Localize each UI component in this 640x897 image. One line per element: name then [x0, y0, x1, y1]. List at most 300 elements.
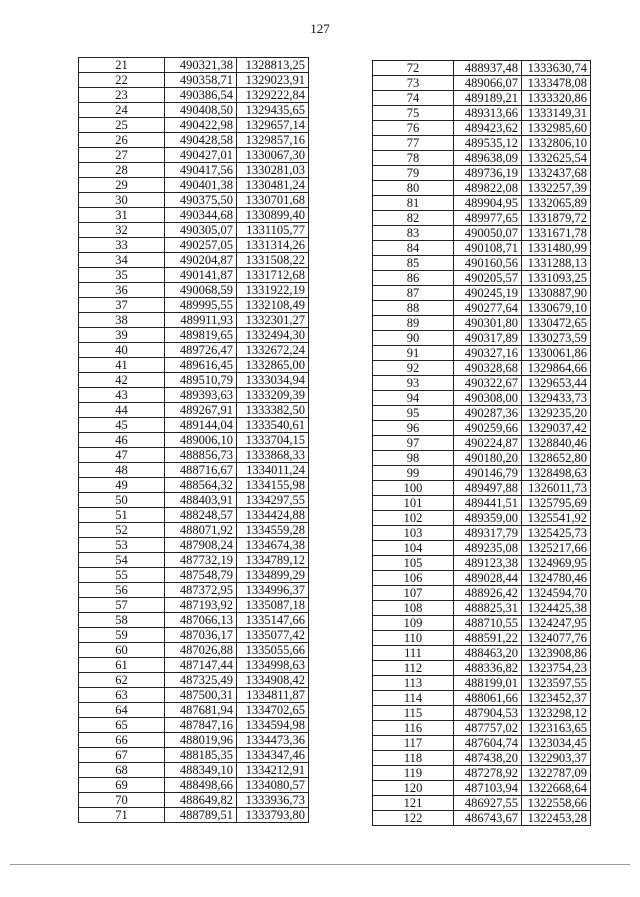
x-coordinate-cell: 487103,94	[454, 781, 522, 796]
point-number-cell: 50	[79, 493, 165, 508]
table-row	[373, 796, 591, 811]
y-coordinate-cell: 1334998,63	[237, 658, 309, 673]
table-row	[79, 313, 309, 328]
point-number-cell: 62	[79, 673, 165, 688]
table-row	[373, 331, 591, 346]
y-coordinate-cell: 1333034,94	[237, 373, 309, 388]
y-coordinate-cell: 1331508,22	[237, 253, 309, 268]
table-row	[373, 361, 591, 376]
table-row	[373, 526, 591, 541]
x-coordinate-cell: 487278,92	[454, 766, 522, 781]
x-coordinate-cell: 488199,01	[454, 676, 522, 691]
x-coordinate-cell: 488248,57	[165, 508, 237, 523]
y-coordinate-cell: 1333630,74	[522, 61, 591, 76]
point-number-cell: 21	[79, 58, 165, 73]
x-coordinate-cell: 488061,66	[454, 691, 522, 706]
point-number-cell: 42	[79, 373, 165, 388]
table-row	[79, 688, 309, 703]
point-number-cell: 43	[79, 388, 165, 403]
point-number-cell: 72	[373, 61, 454, 76]
point-number-cell: 91	[373, 346, 454, 361]
point-number-cell: 63	[79, 688, 165, 703]
point-number-cell: 111	[373, 646, 454, 661]
y-coordinate-cell: 1325217,66	[522, 541, 591, 556]
table-row	[79, 703, 309, 718]
y-coordinate-cell: 1333793,80	[237, 808, 309, 823]
x-coordinate-cell: 490305,07	[165, 223, 237, 238]
y-coordinate-cell: 1335077,42	[237, 628, 309, 643]
y-coordinate-cell: 1323034,45	[522, 736, 591, 751]
table-row	[79, 208, 309, 223]
point-number-cell: 99	[373, 466, 454, 481]
table-row	[79, 568, 309, 583]
y-coordinate-cell: 1330067,30	[237, 148, 309, 163]
table-row	[79, 643, 309, 658]
point-number-cell: 59	[79, 628, 165, 643]
table-row	[79, 328, 309, 343]
point-number-cell: 94	[373, 391, 454, 406]
x-coordinate-cell: 488716,67	[165, 463, 237, 478]
y-coordinate-cell: 1331314,26	[237, 238, 309, 253]
y-coordinate-cell: 1333868,33	[237, 448, 309, 463]
y-coordinate-cell: 1330281,03	[237, 163, 309, 178]
point-number-cell: 41	[79, 358, 165, 373]
point-number-cell: 89	[373, 316, 454, 331]
y-coordinate-cell: 1332865,00	[237, 358, 309, 373]
x-coordinate-cell: 490205,57	[454, 271, 522, 286]
x-coordinate-cell: 490321,38	[165, 58, 237, 73]
y-coordinate-cell: 1329433,73	[522, 391, 591, 406]
y-coordinate-cell: 1335147,66	[237, 613, 309, 628]
x-coordinate-cell: 488564,32	[165, 478, 237, 493]
table-row	[373, 466, 591, 481]
y-coordinate-cell: 1335087,18	[237, 598, 309, 613]
point-number-cell: 109	[373, 616, 454, 631]
point-number-cell: 36	[79, 283, 165, 298]
point-number-cell: 37	[79, 298, 165, 313]
y-coordinate-cell: 1324969,95	[522, 556, 591, 571]
table-row	[79, 403, 309, 418]
table-row	[79, 358, 309, 373]
y-coordinate-cell: 1334080,57	[237, 778, 309, 793]
point-number-cell: 79	[373, 166, 454, 181]
y-coordinate-cell: 1329023,91	[237, 73, 309, 88]
x-coordinate-cell: 487908,24	[165, 538, 237, 553]
table-row	[79, 508, 309, 523]
table-row	[79, 133, 309, 148]
table-row	[79, 283, 309, 298]
point-number-cell: 44	[79, 403, 165, 418]
table-row	[373, 106, 591, 121]
y-coordinate-cell: 1332625,54	[522, 151, 591, 166]
y-coordinate-cell: 1332065,89	[522, 196, 591, 211]
table-row	[373, 616, 591, 631]
x-coordinate-cell: 489904,95	[454, 196, 522, 211]
table-row	[373, 241, 591, 256]
table-row	[373, 481, 591, 496]
point-number-cell: 96	[373, 421, 454, 436]
point-number-cell: 100	[373, 481, 454, 496]
point-number-cell: 32	[79, 223, 165, 238]
x-coordinate-cell: 490327,16	[454, 346, 522, 361]
point-number-cell: 45	[79, 418, 165, 433]
y-coordinate-cell: 1331879,72	[522, 211, 591, 226]
y-coordinate-cell: 1329235,20	[522, 406, 591, 421]
y-coordinate-cell: 1324425,38	[522, 601, 591, 616]
point-number-cell: 84	[373, 241, 454, 256]
point-number-cell: 34	[79, 253, 165, 268]
table-row	[373, 811, 591, 826]
point-number-cell: 86	[373, 271, 454, 286]
x-coordinate-cell: 490204,87	[165, 253, 237, 268]
x-coordinate-cell: 489911,93	[165, 313, 237, 328]
table-row	[373, 556, 591, 571]
x-coordinate-cell: 489123,38	[454, 556, 522, 571]
y-coordinate-cell: 1334702,65	[237, 703, 309, 718]
y-coordinate-cell: 1330701,68	[237, 193, 309, 208]
table-row	[373, 496, 591, 511]
table-row	[373, 91, 591, 106]
table-row	[373, 676, 591, 691]
table-row	[373, 721, 591, 736]
table-row	[79, 103, 309, 118]
table-row	[373, 271, 591, 286]
table-row	[79, 523, 309, 538]
table-row	[79, 613, 309, 628]
table-row	[79, 538, 309, 553]
point-number-cell: 120	[373, 781, 454, 796]
y-coordinate-cell: 1323298,12	[522, 706, 591, 721]
point-number-cell: 117	[373, 736, 454, 751]
x-coordinate-cell: 487066,13	[165, 613, 237, 628]
y-coordinate-cell: 1333478,08	[522, 76, 591, 91]
y-coordinate-cell: 1329857,16	[237, 133, 309, 148]
x-coordinate-cell: 487681,94	[165, 703, 237, 718]
y-coordinate-cell: 1329864,66	[522, 361, 591, 376]
y-coordinate-cell: 1325541,92	[522, 511, 591, 526]
x-coordinate-cell: 489616,45	[165, 358, 237, 373]
x-coordinate-cell: 490328,68	[454, 361, 522, 376]
point-number-cell: 98	[373, 451, 454, 466]
x-coordinate-cell: 488926,42	[454, 586, 522, 601]
y-coordinate-cell: 1332672,24	[237, 343, 309, 358]
point-number-cell: 27	[79, 148, 165, 163]
x-coordinate-cell: 489510,79	[165, 373, 237, 388]
x-coordinate-cell: 487372,95	[165, 583, 237, 598]
y-coordinate-cell: 1335055,66	[237, 643, 309, 658]
table-row	[373, 346, 591, 361]
x-coordinate-cell: 487604,74	[454, 736, 522, 751]
x-coordinate-cell: 489819,65	[165, 328, 237, 343]
table-row	[373, 121, 591, 136]
table-row	[373, 256, 591, 271]
point-number-cell: 30	[79, 193, 165, 208]
x-coordinate-cell: 490245,19	[454, 286, 522, 301]
x-coordinate-cell: 490322,67	[454, 376, 522, 391]
point-number-cell: 39	[79, 328, 165, 343]
table-row	[79, 223, 309, 238]
table-row	[373, 751, 591, 766]
table-row	[79, 628, 309, 643]
y-coordinate-cell: 1332301,27	[237, 313, 309, 328]
y-coordinate-cell: 1328813,25	[237, 58, 309, 73]
table-row	[79, 388, 309, 403]
x-coordinate-cell: 487757,02	[454, 721, 522, 736]
y-coordinate-cell: 1334155,98	[237, 478, 309, 493]
x-coordinate-cell: 486743,67	[454, 811, 522, 826]
y-coordinate-cell: 1331712,68	[237, 268, 309, 283]
point-number-cell: 85	[373, 256, 454, 271]
x-coordinate-cell: 487193,92	[165, 598, 237, 613]
x-coordinate-cell: 490317,89	[454, 331, 522, 346]
x-coordinate-cell: 489313,66	[454, 106, 522, 121]
y-coordinate-cell: 1334908,42	[237, 673, 309, 688]
y-coordinate-cell: 1334996,37	[237, 583, 309, 598]
table-row	[79, 433, 309, 448]
table-row	[79, 298, 309, 313]
point-number-cell: 60	[79, 643, 165, 658]
table-row	[373, 586, 591, 601]
point-number-cell: 71	[79, 808, 165, 823]
point-number-cell: 110	[373, 631, 454, 646]
table-row	[79, 673, 309, 688]
y-coordinate-cell: 1329222,84	[237, 88, 309, 103]
y-coordinate-cell: 1329653,44	[522, 376, 591, 391]
point-number-cell: 105	[373, 556, 454, 571]
y-coordinate-cell: 1334297,55	[237, 493, 309, 508]
y-coordinate-cell: 1322668,64	[522, 781, 591, 796]
y-coordinate-cell: 1331288,13	[522, 256, 591, 271]
table-row	[79, 268, 309, 283]
y-coordinate-cell: 1332437,68	[522, 166, 591, 181]
x-coordinate-cell: 488071,92	[165, 523, 237, 538]
point-number-cell: 108	[373, 601, 454, 616]
coordinates-table-right	[372, 60, 591, 826]
x-coordinate-cell: 487732,19	[165, 553, 237, 568]
point-number-cell: 57	[79, 598, 165, 613]
x-coordinate-cell: 487500,31	[165, 688, 237, 703]
point-number-cell: 102	[373, 511, 454, 526]
y-coordinate-cell: 1330273,59	[522, 331, 591, 346]
table-row	[373, 406, 591, 421]
point-number-cell: 121	[373, 796, 454, 811]
point-number-cell: 22	[79, 73, 165, 88]
point-number-cell: 65	[79, 718, 165, 733]
x-coordinate-cell: 490160,56	[454, 256, 522, 271]
point-number-cell: 26	[79, 133, 165, 148]
y-coordinate-cell: 1331093,25	[522, 271, 591, 286]
point-number-cell: 31	[79, 208, 165, 223]
y-coordinate-cell: 1322558,66	[522, 796, 591, 811]
x-coordinate-cell: 489736,19	[454, 166, 522, 181]
x-coordinate-cell: 488403,91	[165, 493, 237, 508]
table-row	[79, 343, 309, 358]
y-coordinate-cell: 1332257,39	[522, 181, 591, 196]
table-row	[373, 196, 591, 211]
point-number-cell: 93	[373, 376, 454, 391]
table-row	[373, 76, 591, 91]
page-number: 127	[310, 21, 330, 36]
y-coordinate-cell: 1324247,95	[522, 616, 591, 631]
point-number-cell: 55	[79, 568, 165, 583]
y-coordinate-cell: 1330899,40	[237, 208, 309, 223]
table-row	[79, 193, 309, 208]
table-row	[79, 58, 309, 73]
table-row	[79, 88, 309, 103]
y-coordinate-cell: 1322453,28	[522, 811, 591, 826]
x-coordinate-cell: 489535,12	[454, 136, 522, 151]
point-number-cell: 25	[79, 118, 165, 133]
point-number-cell: 29	[79, 178, 165, 193]
table-row	[373, 706, 591, 721]
table-row	[373, 316, 591, 331]
x-coordinate-cell: 489423,62	[454, 121, 522, 136]
x-coordinate-cell: 490108,71	[454, 241, 522, 256]
point-number-cell: 58	[79, 613, 165, 628]
x-coordinate-cell: 490417,56	[165, 163, 237, 178]
x-coordinate-cell: 490259,66	[454, 421, 522, 436]
point-number-cell: 28	[79, 163, 165, 178]
table-row	[79, 448, 309, 463]
x-coordinate-cell: 488856,73	[165, 448, 237, 463]
x-coordinate-cell: 489189,21	[454, 91, 522, 106]
table-row	[79, 583, 309, 598]
x-coordinate-cell: 487026,88	[165, 643, 237, 658]
x-coordinate-cell: 490386,54	[165, 88, 237, 103]
y-coordinate-cell: 1334011,24	[237, 463, 309, 478]
table-row	[373, 181, 591, 196]
x-coordinate-cell: 487548,79	[165, 568, 237, 583]
x-coordinate-cell: 487036,17	[165, 628, 237, 643]
point-number-cell: 81	[373, 196, 454, 211]
point-number-cell: 116	[373, 721, 454, 736]
table-row	[79, 778, 309, 793]
x-coordinate-cell: 489144,04	[165, 418, 237, 433]
x-coordinate-cell: 489497,88	[454, 481, 522, 496]
y-coordinate-cell: 1331480,99	[522, 241, 591, 256]
table-row	[79, 718, 309, 733]
x-coordinate-cell: 490287,36	[454, 406, 522, 421]
y-coordinate-cell: 1329037,42	[522, 421, 591, 436]
point-number-cell: 118	[373, 751, 454, 766]
table-row	[373, 61, 591, 76]
x-coordinate-cell: 489995,55	[165, 298, 237, 313]
table-row	[373, 421, 591, 436]
point-number-cell: 67	[79, 748, 165, 763]
point-number-cell: 83	[373, 226, 454, 241]
x-coordinate-cell: 490375,50	[165, 193, 237, 208]
table-row	[79, 553, 309, 568]
x-coordinate-cell: 490344,68	[165, 208, 237, 223]
x-coordinate-cell: 489359,00	[454, 511, 522, 526]
table-row	[373, 691, 591, 706]
x-coordinate-cell: 489726,47	[165, 343, 237, 358]
table-row	[373, 541, 591, 556]
y-coordinate-cell: 1325795,69	[522, 496, 591, 511]
point-number-cell: 61	[79, 658, 165, 673]
y-coordinate-cell: 1333320,86	[522, 91, 591, 106]
x-coordinate-cell: 489235,08	[454, 541, 522, 556]
table-row	[373, 511, 591, 526]
table-row	[373, 661, 591, 676]
table-row	[373, 766, 591, 781]
table-row	[79, 253, 309, 268]
x-coordinate-cell: 487904,53	[454, 706, 522, 721]
y-coordinate-cell: 1325425,73	[522, 526, 591, 541]
y-coordinate-cell: 1334212,91	[237, 763, 309, 778]
x-coordinate-cell: 489028,44	[454, 571, 522, 586]
table-row	[79, 808, 309, 823]
x-coordinate-cell: 490257,05	[165, 238, 237, 253]
table-row	[79, 478, 309, 493]
x-coordinate-cell: 488349,10	[165, 763, 237, 778]
point-number-cell: 54	[79, 553, 165, 568]
point-number-cell: 88	[373, 301, 454, 316]
x-coordinate-cell: 490401,38	[165, 178, 237, 193]
x-coordinate-cell: 488498,66	[165, 778, 237, 793]
y-coordinate-cell: 1334559,28	[237, 523, 309, 538]
table-row	[373, 151, 591, 166]
point-number-cell: 47	[79, 448, 165, 463]
y-coordinate-cell: 1330887,90	[522, 286, 591, 301]
y-coordinate-cell: 1334424,88	[237, 508, 309, 523]
table-row	[79, 598, 309, 613]
point-number-cell: 74	[373, 91, 454, 106]
x-coordinate-cell: 488591,22	[454, 631, 522, 646]
y-coordinate-cell: 1322787,09	[522, 766, 591, 781]
point-number-cell: 35	[79, 268, 165, 283]
point-number-cell: 48	[79, 463, 165, 478]
point-number-cell: 66	[79, 733, 165, 748]
x-coordinate-cell: 490301,80	[454, 316, 522, 331]
point-number-cell: 97	[373, 436, 454, 451]
x-coordinate-cell: 490422,98	[165, 118, 237, 133]
x-coordinate-cell: 489066,07	[454, 76, 522, 91]
coordinates-table-right-body	[373, 61, 591, 826]
x-coordinate-cell: 489822,08	[454, 181, 522, 196]
point-number-cell: 114	[373, 691, 454, 706]
y-coordinate-cell: 1323908,86	[522, 646, 591, 661]
point-number-cell: 76	[373, 121, 454, 136]
x-coordinate-cell: 490428,58	[165, 133, 237, 148]
table-row	[373, 631, 591, 646]
point-number-cell: 75	[373, 106, 454, 121]
y-coordinate-cell: 1333936,73	[237, 793, 309, 808]
x-coordinate-cell: 487325,49	[165, 673, 237, 688]
table-row	[373, 436, 591, 451]
y-coordinate-cell: 1324077,76	[522, 631, 591, 646]
y-coordinate-cell: 1329657,14	[237, 118, 309, 133]
x-coordinate-cell: 488710,55	[454, 616, 522, 631]
point-number-cell: 119	[373, 766, 454, 781]
point-number-cell: 49	[79, 478, 165, 493]
x-coordinate-cell: 490146,79	[454, 466, 522, 481]
x-coordinate-cell: 487147,44	[165, 658, 237, 673]
y-coordinate-cell: 1333704,15	[237, 433, 309, 448]
point-number-cell: 90	[373, 331, 454, 346]
point-number-cell: 69	[79, 778, 165, 793]
point-number-cell: 51	[79, 508, 165, 523]
x-coordinate-cell: 488937,48	[454, 61, 522, 76]
y-coordinate-cell: 1324594,70	[522, 586, 591, 601]
x-coordinate-cell: 488185,35	[165, 748, 237, 763]
table-row	[79, 418, 309, 433]
table-row	[79, 73, 309, 88]
y-coordinate-cell: 1332985,60	[522, 121, 591, 136]
y-coordinate-cell: 1332494,30	[237, 328, 309, 343]
table-row	[373, 226, 591, 241]
x-coordinate-cell: 489006,10	[165, 433, 237, 448]
